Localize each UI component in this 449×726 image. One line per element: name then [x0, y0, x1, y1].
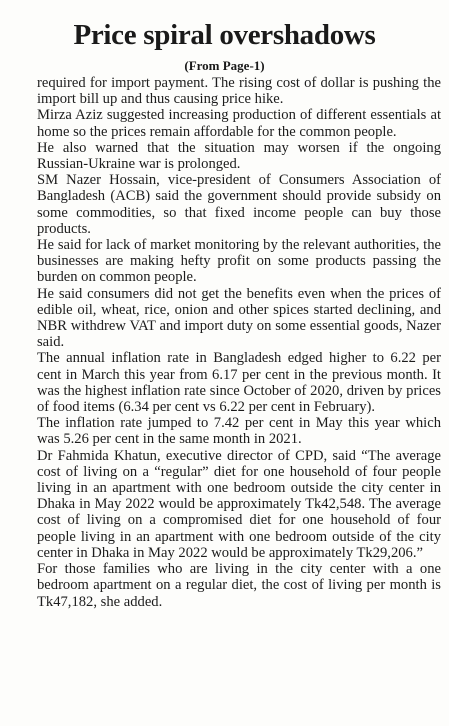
article-body — [37, 75, 441, 610]
paragraph: Dr Fahmida Khatun, executive director of CPD, said “The average cost of living on a “regular” diet for one household of four people living in an apartment with one bedroom outside the city center in Dhaka in May 2022 would be approximately Tk42,548. The average cost of living on a compromised diet for one household of four people living in an apartment with one bedroom outside of the city center in Dhaka in May 2022 would be approximately Tk29,206.” — [37, 447, 441, 561]
paragraph: He also warned that the situation may worsen if the ongoing Russian-Ukraine war is prolonged. — [37, 139, 441, 173]
paragraph: SM Nazer Hossain, vice-president of Consumers Association of Bangladesh (ACB) said the government should provide subsidy on some commodities, so that fixed income people can buy those products. — [37, 172, 441, 237]
paragraph: He said for lack of market monitoring by the relevant authorities, the businesses are making hefty profit on some products passing the burden on common people. — [37, 237, 441, 286]
paragraph: For those families who are living in the city center with a one bedroom apartment on a regular diet, the cost of living per month is Tk47,182, she added. — [37, 561, 441, 610]
headline: Price spiral overshadows — [73, 19, 376, 51]
paragraph: The annual inflation rate in Bangladesh edged higher to 6.22 per cent in March this year from 6.17 per cent in the previous month. It was the highest inflation rate since October of 2020, driven by prices of food items (6.34 per cent vs 6.22 per cent in February). — [37, 350, 441, 416]
paragraph: Mirza Aziz suggested increasing production of different essentials at home so the prices remain affordable for the common people. — [37, 107, 441, 140]
paragraph: required for import payment. The rising cost of dollar is pushing the import bill up and thus causing price hike. — [37, 75, 441, 108]
paragraph: He said consumers did not get the benefits even when the prices of edible oil, wheat, rice, onion and other spices started declining, and NBR withdrew VAT and import duty on some essential goods, Nazer said. — [37, 285, 441, 351]
paragraph: The inflation rate jumped to 7.42 per cent in May this year which was 5.26 per cent in the same month in 2021. — [37, 415, 441, 448]
continuation-note: (From Page-1) — [184, 58, 265, 73]
